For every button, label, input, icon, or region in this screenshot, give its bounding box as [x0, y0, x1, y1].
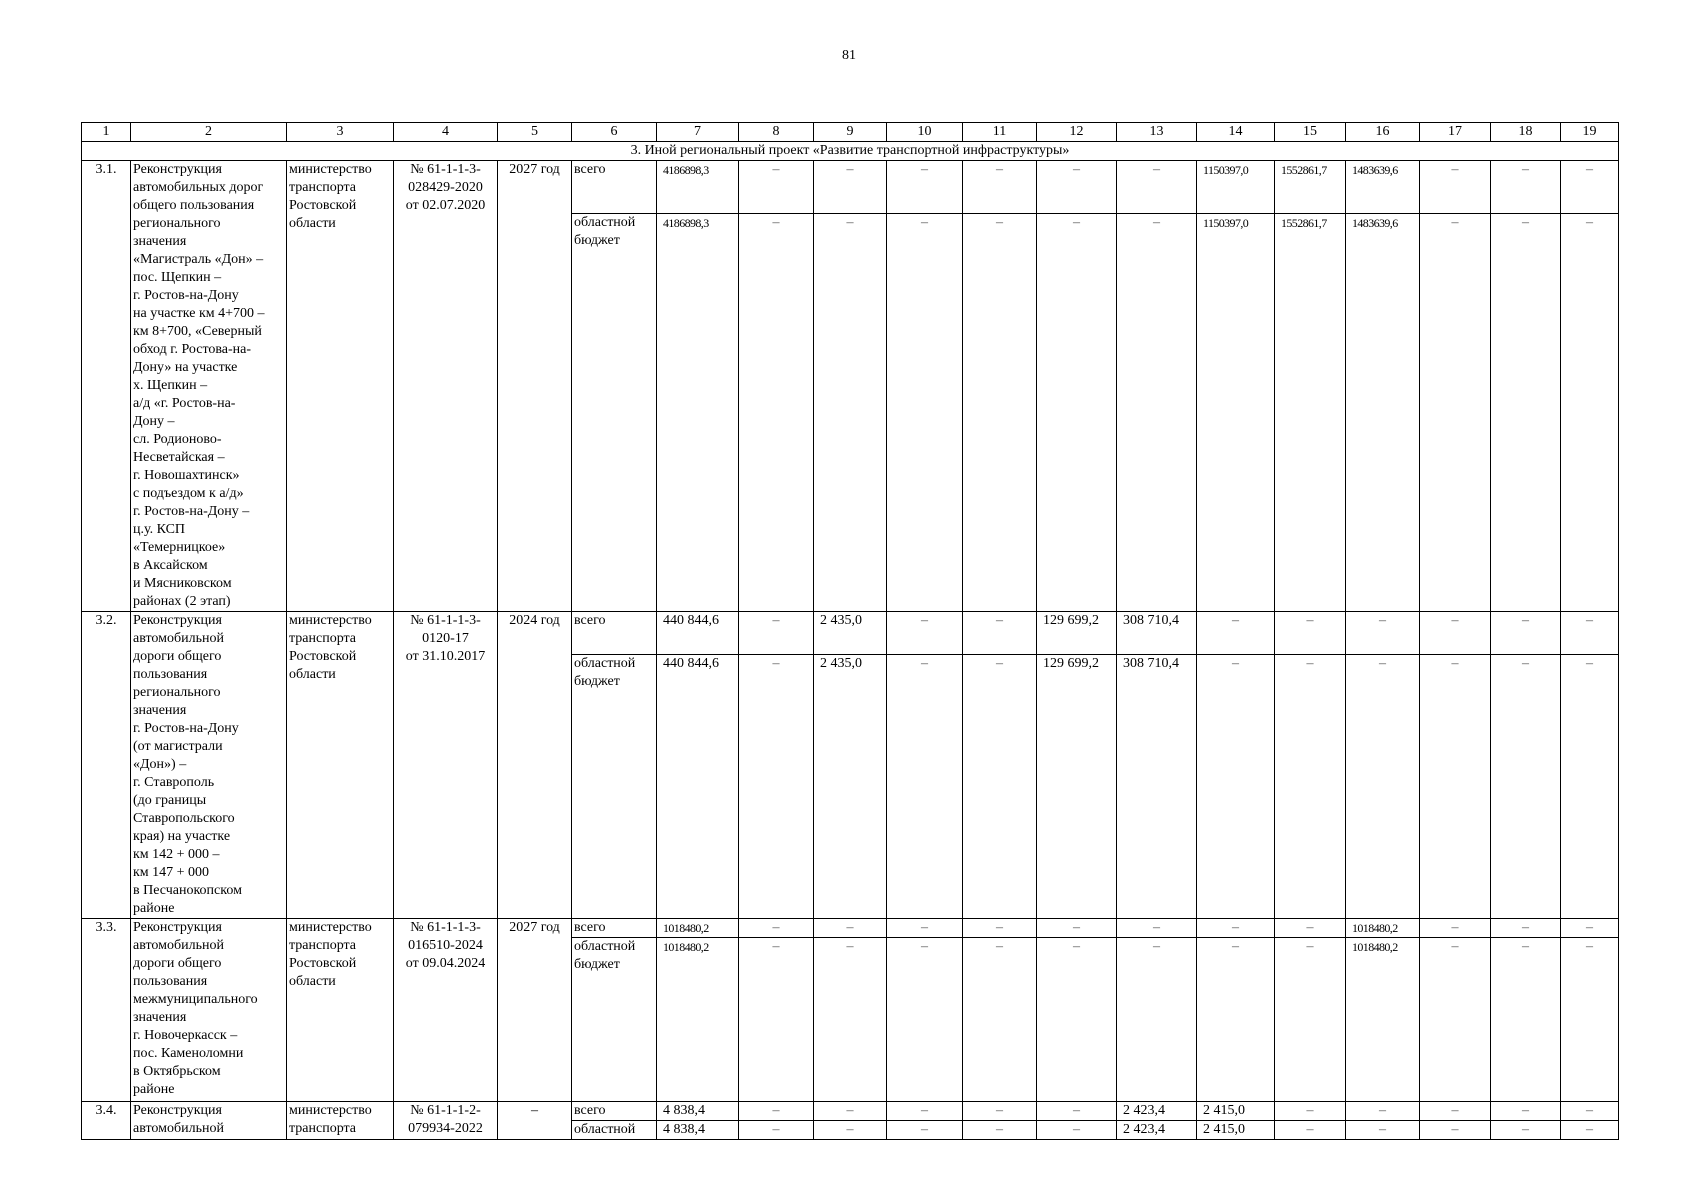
project-name: Реконструкция автомобильной [131, 1102, 287, 1140]
column-number-6: 6 [572, 123, 657, 142]
funding-source-label: всего [572, 161, 657, 214]
funding-value-col-15: – [1275, 655, 1346, 919]
funding-value-col-16: – [1346, 655, 1420, 919]
funding-value-col-16: – [1346, 1102, 1420, 1121]
funding-value-col-11: – [963, 1102, 1037, 1121]
funding-value-col-16: 1018480,2 [1346, 919, 1420, 938]
column-number-12: 12 [1037, 123, 1117, 142]
funding-value-col-11: – [963, 919, 1037, 938]
funding-value-col-19: – [1561, 1121, 1619, 1140]
project-number: 3.3. [82, 919, 131, 1102]
funding-source-label: областной бюджет [572, 214, 657, 612]
funding-value-col-8: – [739, 938, 814, 1102]
funding-value-col-8: – [739, 655, 814, 919]
funding-value-col-18: – [1491, 214, 1561, 612]
funding-value-col-18: – [1491, 919, 1561, 938]
project-number: 3.1. [82, 161, 131, 612]
funding-value-col-7: 440 844,6 [657, 655, 739, 919]
completion-year: – [498, 1102, 572, 1140]
column-number-10: 10 [887, 123, 963, 142]
funding-source-label: областной [572, 1121, 657, 1140]
funding-value-col-17: – [1420, 161, 1491, 214]
funding-value-col-17: – [1420, 1102, 1491, 1121]
funding-value-col-10: – [887, 1121, 963, 1140]
funding-value-col-10: – [887, 214, 963, 612]
completion-year: 2027 год [498, 161, 572, 612]
funding-value-col-12: – [1037, 161, 1117, 214]
funding-value-col-7: 4 838,4 [657, 1121, 739, 1140]
funding-value-col-13: 2 423,4 [1117, 1121, 1197, 1140]
column-number-7: 7 [657, 123, 739, 142]
column-number-2: 2 [131, 123, 287, 142]
column-number-11: 11 [963, 123, 1037, 142]
funding-value-col-14: – [1197, 919, 1275, 938]
funding-value-col-19: – [1561, 655, 1619, 919]
financing-table [81, 122, 1619, 1140]
document-number: № 61-1-1-3- 028429-2020 от 02.07.2020 [394, 161, 498, 612]
funding-value-col-13: – [1117, 919, 1197, 938]
funding-value-col-9: – [814, 938, 887, 1102]
funding-value-col-9: – [814, 161, 887, 214]
funding-value-col-12: – [1037, 938, 1117, 1102]
funding-value-col-17: – [1420, 938, 1491, 1102]
funding-value-col-16: 1018480,2 [1346, 938, 1420, 1102]
table-row [82, 612, 1619, 655]
funding-value-col-9: – [814, 1121, 887, 1140]
funding-value-col-7: 1018480,2 [657, 919, 739, 938]
column-number-4: 4 [394, 123, 498, 142]
funding-value-col-9: – [814, 919, 887, 938]
column-number-14: 14 [1197, 123, 1275, 142]
funding-value-col-18: – [1491, 938, 1561, 1102]
project-name: Реконструкция автомобильной дороги общего пользования регионального значения г. Ростов-на-Дону (от магистрали «Дон») – г. Ставрополь (до границы Ставропольского края) на участке км 142 + 000 – км 147 + 000 в Песчанокопском районе [131, 612, 287, 919]
funding-value-col-10: – [887, 1102, 963, 1121]
funding-value-col-19: – [1561, 612, 1619, 655]
funding-value-col-18: – [1491, 1102, 1561, 1121]
project-number: 3.2. [82, 612, 131, 919]
funding-value-col-14: – [1197, 655, 1275, 919]
column-number-1: 1 [82, 123, 131, 142]
funding-value-col-9: 2 435,0 [814, 612, 887, 655]
funding-value-col-14: – [1197, 612, 1275, 655]
funding-value-col-16: 1483639,6 [1346, 214, 1420, 612]
column-number-5: 5 [498, 123, 572, 142]
funding-value-col-19: – [1561, 161, 1619, 214]
column-number-15: 15 [1275, 123, 1346, 142]
funding-value-col-12: – [1037, 1102, 1117, 1121]
funding-value-col-15: – [1275, 612, 1346, 655]
funding-value-col-12: – [1037, 214, 1117, 612]
column-number-17: 17 [1420, 123, 1491, 142]
funding-value-col-8: – [739, 161, 814, 214]
funding-value-col-15: 1552861,7 [1275, 161, 1346, 214]
funding-value-col-17: – [1420, 1121, 1491, 1140]
completion-year: 2027 год [498, 919, 572, 1102]
funding-value-col-7: 4186898,3 [657, 214, 739, 612]
funding-value-col-15: 1552861,7 [1275, 214, 1346, 612]
funding-source-label: всего [572, 1102, 657, 1121]
funding-value-col-19: – [1561, 938, 1619, 1102]
funding-value-col-10: – [887, 161, 963, 214]
column-number-row [82, 123, 1619, 142]
funding-value-col-11: – [963, 612, 1037, 655]
funding-value-col-15: – [1275, 919, 1346, 938]
page-number: 81 [842, 48, 856, 63]
funding-value-col-15: – [1275, 1102, 1346, 1121]
table-row [82, 161, 1619, 214]
funding-source-label: областной бюджет [572, 938, 657, 1102]
section-title: 3. Иной региональный проект «Развитие транспортной инфраструктуры» [82, 142, 1619, 161]
table-row [82, 919, 1619, 938]
funding-value-col-17: – [1420, 214, 1491, 612]
table-body [82, 123, 1619, 1140]
document-number: № 61-1-1-3- 016510-2024 от 09.04.2024 [394, 919, 498, 1102]
funding-value-col-8: – [739, 214, 814, 612]
funding-value-col-11: – [963, 655, 1037, 919]
column-number-19: 19 [1561, 123, 1619, 142]
funding-value-col-8: – [739, 1102, 814, 1121]
funding-value-col-14: 2 415,0 [1197, 1102, 1275, 1121]
funding-value-col-11: – [963, 161, 1037, 214]
column-number-13: 13 [1117, 123, 1197, 142]
funding-value-col-8: – [739, 919, 814, 938]
funding-value-col-11: – [963, 214, 1037, 612]
funding-value-col-10: – [887, 655, 963, 919]
funding-value-col-18: – [1491, 161, 1561, 214]
funding-value-col-12: 129 699,2 [1037, 655, 1117, 919]
funding-value-col-7: 440 844,6 [657, 612, 739, 655]
funding-value-col-7: 1018480,2 [657, 938, 739, 1102]
funding-source-label: областной бюджет [572, 655, 657, 919]
funding-value-col-13: 308 710,4 [1117, 612, 1197, 655]
column-number-18: 18 [1491, 123, 1561, 142]
funding-value-col-11: – [963, 1121, 1037, 1140]
funding-value-col-16: – [1346, 612, 1420, 655]
responsible-organization: министерство транспорта [287, 1102, 394, 1140]
funding-value-col-14: 1150397,0 [1197, 214, 1275, 612]
funding-value-col-12: – [1037, 1121, 1117, 1140]
funding-value-col-19: – [1561, 1102, 1619, 1121]
funding-value-col-14: – [1197, 938, 1275, 1102]
funding-value-col-7: 4186898,3 [657, 161, 739, 214]
funding-value-col-18: – [1491, 612, 1561, 655]
responsible-organization: министерство транспорта Ростовской области [287, 612, 394, 919]
funding-value-col-14: 2 415,0 [1197, 1121, 1275, 1140]
funding-value-col-17: – [1420, 612, 1491, 655]
funding-value-col-14: 1150397,0 [1197, 161, 1275, 214]
column-number-8: 8 [739, 123, 814, 142]
funding-value-col-18: – [1491, 655, 1561, 919]
funding-value-col-9: – [814, 214, 887, 612]
responsible-organization: министерство транспорта Ростовской области [287, 919, 394, 1102]
funding-value-col-9: 2 435,0 [814, 655, 887, 919]
funding-value-col-13: – [1117, 214, 1197, 612]
column-number-16: 16 [1346, 123, 1420, 142]
funding-value-col-13: 2 423,4 [1117, 1102, 1197, 1121]
table-row [82, 1102, 1619, 1121]
funding-source-label: всего [572, 919, 657, 938]
funding-value-col-17: – [1420, 655, 1491, 919]
funding-value-col-19: – [1561, 919, 1619, 938]
project-name: Реконструкция автомобильных дорог общего пользования регионального значения «Магистраль «Дон» – пос. Щепкин – г. Ростов-на-Дону на участке км 4+700 – км 8+700, «Северный обход г. Ростова-на- Дону» на участке х. Щепкин – а/д «г. Ростов-на- Дону – сл. Родионово- Несветайская – г. Новошахтинск» с подъездом к а/д» г. Ростов-на-Дону – ц.у. КСП «Темерницкое» в Аксайском и Мясниковском районах (2 этап) [131, 161, 287, 612]
funding-value-col-8: – [739, 1121, 814, 1140]
funding-value-col-10: – [887, 938, 963, 1102]
project-name: Реконструкция автомобильной дороги общего пользования межмуниципального значения г. Новочеркасск – пос. Каменоломни в Октябрьском районе [131, 919, 287, 1102]
column-number-3: 3 [287, 123, 394, 142]
project-number: 3.4. [82, 1102, 131, 1140]
funding-value-col-13: – [1117, 938, 1197, 1102]
funding-value-col-15: – [1275, 1121, 1346, 1140]
funding-value-col-16: – [1346, 1121, 1420, 1140]
funding-value-col-8: – [739, 612, 814, 655]
funding-value-col-19: – [1561, 214, 1619, 612]
funding-value-col-10: – [887, 919, 963, 938]
section-row [82, 142, 1619, 161]
funding-value-col-10: – [887, 612, 963, 655]
funding-source-label: всего [572, 612, 657, 655]
funding-value-col-13: 308 710,4 [1117, 655, 1197, 919]
completion-year: 2024 год [498, 612, 572, 919]
funding-value-col-12: 129 699,2 [1037, 612, 1117, 655]
funding-value-col-16: 1483639,6 [1346, 161, 1420, 214]
column-number-9: 9 [814, 123, 887, 142]
funding-value-col-15: – [1275, 938, 1346, 1102]
responsible-organization: министерство транспорта Ростовской области [287, 161, 394, 612]
funding-value-col-11: – [963, 938, 1037, 1102]
funding-value-col-17: – [1420, 919, 1491, 938]
funding-value-col-13: – [1117, 161, 1197, 214]
document-number: № 61-1-1-2- 079934-2022 [394, 1102, 498, 1140]
document-number: № 61-1-1-3- 0120-17 от 31.10.2017 [394, 612, 498, 919]
funding-value-col-18: – [1491, 1121, 1561, 1140]
funding-value-col-9: – [814, 1102, 887, 1121]
funding-value-col-7: 4 838,4 [657, 1102, 739, 1121]
funding-value-col-12: – [1037, 919, 1117, 938]
